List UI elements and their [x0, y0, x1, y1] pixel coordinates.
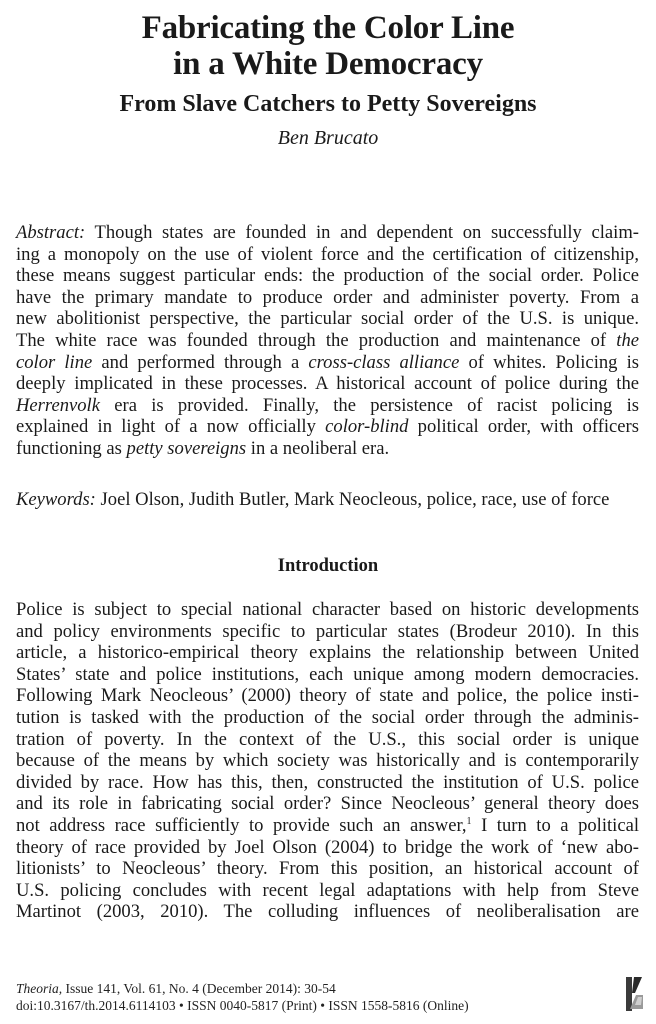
body-line: U.S. policing concludes with recent legal adaptations with help from Steve: [16, 879, 639, 901]
body-line: because of the means by which society was historically and is contemporarily: [16, 750, 639, 772]
body-line: Following Mark Neocleous’ (2000) theory of state and police, the police insti-: [16, 685, 639, 707]
title-line-1: Fabricating the Color Line: [141, 10, 515, 46]
abstract-line: new abolitionist perspective, the particular social order of the U.S. is unique.: [16, 308, 639, 330]
introduction-body: [16, 599, 639, 923]
abstract: [16, 222, 639, 460]
body-line: and its role in fabricating social order? Since Neocleous’ general theory does: [16, 793, 639, 815]
body-line: tution is tasked with the production of the social order through the adminis-: [16, 706, 639, 728]
article-title: [0, 10, 656, 82]
body-line: tration of poverty. In the context of the U.S., this social order is unique: [16, 728, 639, 750]
article-subtitle: From Slave Catchers to Petty Sovereigns: [119, 91, 537, 117]
abstract-line: these means suggest particular ends: the production of the social order. Police: [16, 265, 639, 287]
body-line: Martinot (2003, 2010). The colluding influences of neoliberalisation are: [16, 901, 639, 923]
journal-citation: Theoria, Issue 141, Vol. 61, No. 4 (December 2014): 30-54: [16, 981, 336, 996]
author-name: Ben Brucato: [277, 127, 379, 149]
abstract-label: Abstract:: [16, 222, 86, 243]
body-line: and policy environments specific to particular states (Brodeur 2010). In this: [16, 620, 639, 642]
abstract-line: deeply implicated in these processes. A historical account of police during the: [16, 373, 639, 395]
body-line: not address race sufficiently to provide such an answer,$^1$ I turn to a political: [16, 814, 640, 836]
body-line: theory of race provided by Joel Olson (2004) to bridge the work of ‘new abo-: [16, 836, 639, 858]
body-line: litionists’ to Neocleous’ theory. From this position, an historical account of: [16, 858, 639, 880]
footnote-ref-1[interactable]: 1: [466, 815, 472, 827]
journal-name: Theoria,: [16, 981, 63, 996]
abstract-line: explained in light of a now officially color-blind political order, with officers: [16, 416, 639, 438]
abstract-line: The white race was founded through the production and maintenance of the: [16, 329, 639, 351]
abstract-line: Herrenvolk era is provided. Finally, the persistence of racist policing is: [16, 394, 639, 416]
body-line: article, a historico-empirical theory explains the relationship between United: [16, 642, 639, 664]
citation-footer: [16, 980, 469, 1014]
keywords-list: Joel Olson, Judith Butler, Mark Neocleous, police, race, use of force: [95, 489, 610, 510]
body-line: Police is subject to special national character based on historic developments: [16, 599, 639, 620]
body-line: States’ state and police institutions, each unique among modern democracies.: [16, 663, 639, 685]
abstract-line: have the primary mandate to produce order and administer poverty. From a: [16, 286, 639, 308]
abstract-line: functioning as petty sovereigns in a neoliberal era.: [16, 437, 390, 459]
abstract-line: ing a monopoly on the use of violent force and the certification of citizenship,: [16, 243, 639, 265]
keywords-label: Keywords:: [16, 489, 96, 510]
keywords: [16, 489, 639, 511]
title-line-2: in a White Democracy: [173, 46, 483, 82]
abstract-line: Abstract: Though states are founded in and dependent on successfully claim-: [16, 222, 639, 243]
abstract-line: color line and performed through a cross-class alliance of whites. Policing is: [16, 351, 639, 373]
publisher-logo-icon: [626, 975, 644, 1015]
body-line: divided by race. How has this, then, constructed the institution of U.S. police: [16, 771, 639, 793]
section-heading-introduction: Introduction: [277, 556, 379, 576]
doi-issn-line: doi:10.3167/th.2014.6114103 • ISSN 0040-5817 (Print) • ISSN 1558-5816 (Online): [16, 998, 469, 1013]
